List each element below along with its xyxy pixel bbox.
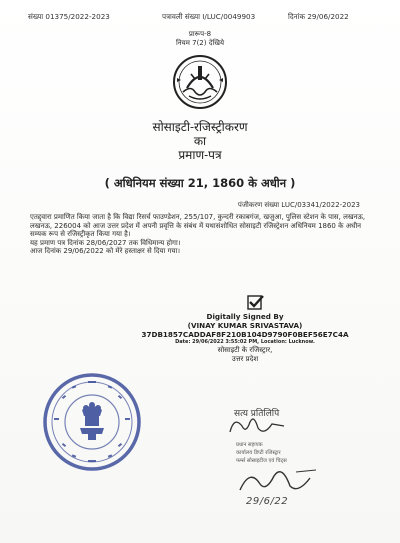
verified-check-icon	[247, 295, 265, 311]
issue-date: दिनांक 29/06/2022	[288, 12, 349, 21]
title-line-3: प्रमाण-पत्र	[178, 148, 222, 162]
certificate-title	[0, 120, 400, 162]
stamp-line-1: प्रधान सहायक	[236, 442, 263, 448]
handwritten-signature-icon	[224, 414, 324, 438]
registration-number: पंजीकरण संख्या LUC/03341/2022-2023	[237, 201, 360, 209]
registrar-office: सोसाइटी के रजिस्ट्रार,	[217, 346, 273, 354]
registrar-state: उत्तर प्रदेश	[231, 355, 259, 363]
file-number: पत्रावली संख्या I/LUC/0049903	[162, 12, 256, 21]
stamp-line-3: फर्म्स सोसाइटीज एवं चिट्स	[236, 458, 287, 464]
body-paragraph-2: यह प्रमाण पत्र दिनांक 28/06/2027 तक विधिमान्य होगा।	[30, 238, 181, 247]
true-copy-heading: सत्य प्रतिलिपि	[234, 409, 280, 419]
attestation-date: 29/6/22	[246, 496, 289, 507]
rule-reference: नियम 7(2) देखिये	[175, 39, 225, 47]
form-number: प्रारूप-8	[188, 30, 212, 38]
office-seal-icon	[42, 372, 142, 472]
signature-title: Digitally Signed By	[206, 312, 284, 321]
act-reference: ( अधिनियम संख्या 21, 1860 के अधीन )	[104, 176, 296, 190]
attestation-block	[218, 406, 368, 531]
signatory-name: (VINAY KUMAR SRIVASTAVA)	[187, 321, 303, 330]
form-reference	[0, 30, 400, 48]
serial-number: संख्या 01375/2022-2023	[28, 12, 110, 21]
signature-meta: Date: 29/06/2022 3:55:02 PM, Location: Lucknow.	[175, 339, 315, 345]
body-paragraph-3: आज दिनांक 29/06/2022 को मेरे हस्ताक्षर से दिया गया।	[30, 247, 181, 256]
digital-signature-block	[100, 312, 390, 364]
state-emblem-icon	[165, 52, 235, 112]
stamp-line-2: कार्यालय डिप्टी रजिस्ट्रार	[236, 450, 281, 456]
title-line-1: सोसाइटी-रजिस्ट्रीकरण	[152, 120, 248, 134]
signature-hash: 37DB1857CADDAF8F210B104D9790F0BEF56E7C4A	[141, 330, 349, 339]
title-line-2: का	[193, 134, 207, 148]
handwritten-initials-icon	[236, 464, 336, 496]
body-paragraph-1: एतद्द्वारा प्रमाणित किया जाता है कि विद्या रिसर्च फाउण्डेशन, 255/107, कुन्दरी रकाबगंज, खजुआ, पुलिस स्टेशन के पास, लखनऊ, लखनऊ, 226004 को आज उत्तर प्रदेश में अपनी प्रवृत्ति के संबंध में यथासंशोधित सोसाइटी रजिस्ट्रेशन अधिनियम 1860 के अधीन सम्यक रूप से रजिस्ट्रीकृत किया गया है।	[30, 213, 366, 239]
certificate-body	[30, 213, 372, 256]
